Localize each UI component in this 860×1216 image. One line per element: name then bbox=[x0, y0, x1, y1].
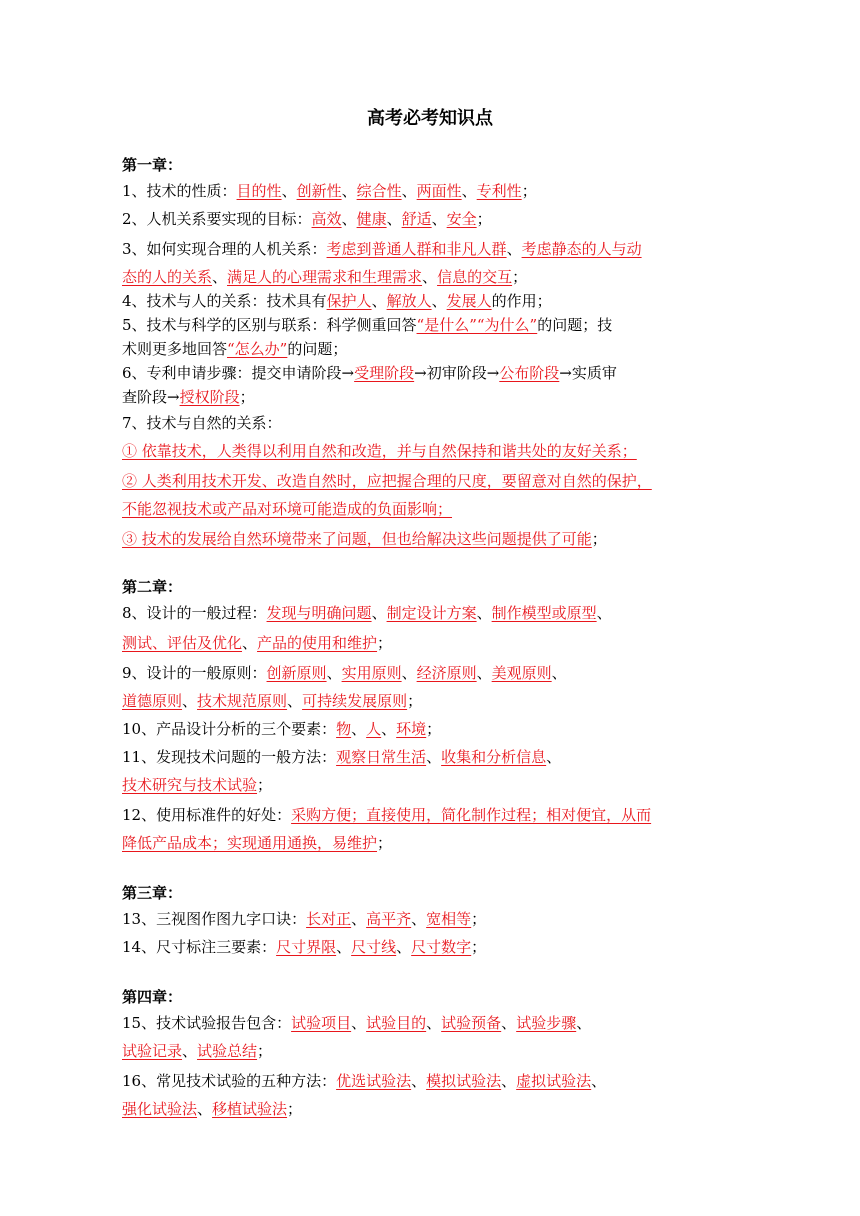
answer: 高效 bbox=[311, 210, 342, 228]
item-13: 13、三视图作图九字口诀：长对正、高平齐、宽相等； bbox=[122, 910, 487, 928]
item-15-cont: 试验记录、试验总结； bbox=[122, 1042, 273, 1060]
item-3: 3、如何实现合理的人机关系：考虑到普通人群和非凡人群、考虑静态的人与动 bbox=[122, 240, 642, 258]
answer: 试验总结 bbox=[197, 1042, 258, 1060]
answer: 试验步骤 bbox=[516, 1014, 577, 1032]
answer: 创新原则 bbox=[266, 664, 327, 682]
answer: 尺寸数字 bbox=[411, 938, 472, 956]
answer: 试验项目 bbox=[291, 1014, 352, 1032]
answer: 公布阶段 bbox=[499, 364, 560, 382]
answer: 尺寸线 bbox=[351, 938, 397, 956]
chapter-heading: 第三章： bbox=[122, 884, 183, 902]
item-9-cont: 道德原则、技术规范原则、可持续发展原则； bbox=[122, 692, 423, 710]
item-2: 2、人机关系要实现的目标：高效、健康、舒适、安全； bbox=[122, 210, 492, 228]
item-4: 4、技术与人的关系：技术具有保护人、解放人、发展人的作用； bbox=[122, 292, 552, 310]
item-3-cont: 态的人的关系、满足人的心理需求和生理需求、信息的交互； bbox=[122, 268, 528, 286]
answer: 长对正 bbox=[306, 910, 352, 928]
answer: 发展人 bbox=[446, 292, 492, 310]
answer: 制定设计方案 bbox=[386, 604, 477, 622]
answer: 测试、评估及优化 bbox=[122, 634, 243, 652]
answer: 信息的交互 bbox=[437, 268, 513, 286]
answer: 实用原则 bbox=[341, 664, 402, 682]
answer: 目的性 bbox=[236, 182, 282, 200]
chapter-heading: 第二章： bbox=[122, 578, 183, 596]
item-12: 12、使用标准件的好处：采购方便；直接使用，简化制作过程；相对便宜，从而 bbox=[122, 806, 652, 824]
answer: 受理阶段 bbox=[354, 364, 415, 382]
answer: 两面性 bbox=[416, 182, 462, 200]
answer: 技术研究与技术试验 bbox=[122, 776, 258, 794]
answer: 态的人的关系 bbox=[122, 268, 213, 286]
answer: 移植试验法 bbox=[212, 1100, 288, 1118]
item-9: 9、设计的一般原则：创新原则、实用原则、经济原则、美观原则、 bbox=[122, 664, 567, 682]
item-7-point-2: ② 人类利用技术开发、改造自然时，应把握合理的尺度，要留意对自然的保护， bbox=[122, 472, 652, 490]
answer: 尺寸界限 bbox=[276, 938, 337, 956]
item-11-cont: 技术研究与技术试验； bbox=[122, 776, 273, 794]
answer: 产品的使用和维护 bbox=[257, 634, 378, 652]
item-5-cont: 术则更多地回答“怎么办”的问题； bbox=[122, 340, 348, 358]
answer: 降低产品成本；实现通用通换，易维护 bbox=[122, 834, 378, 852]
item-15: 15、技术试验报告包含：试验项目、试验目的、试验预备、试验步骤、 bbox=[122, 1014, 592, 1032]
answer: 可持续发展原则 bbox=[302, 692, 408, 710]
answer: “怎么办” bbox=[227, 340, 288, 358]
item-16-cont: 强化试验法、移植试验法； bbox=[122, 1100, 303, 1118]
chapter-heading: 第四章： bbox=[122, 988, 183, 1006]
answer: 试验预备 bbox=[441, 1014, 502, 1032]
answer: 优选试验法 bbox=[336, 1072, 412, 1090]
item-8-cont: 测试、评估及优化、产品的使用和维护； bbox=[122, 634, 393, 652]
answer: 人 bbox=[366, 720, 382, 738]
answer: 高平齐 bbox=[366, 910, 412, 928]
chapter-heading: 第一章： bbox=[122, 156, 183, 174]
item-11: 11、发现技术问题的一般方法：观察日常生活、收集和分析信息、 bbox=[122, 748, 562, 766]
item-10: 10、产品设计分析的三个要素：物、人、环境； bbox=[122, 720, 442, 738]
answer: 发现与明确问题 bbox=[266, 604, 372, 622]
item-1: 1、技术的性质：目的性、创新性、综合性、两面性、专利性； bbox=[122, 182, 537, 200]
answer: 技术规范原则 bbox=[197, 692, 288, 710]
answer: 创新性 bbox=[296, 182, 342, 200]
answer: 授权阶段 bbox=[179, 388, 240, 406]
item-6-cont: 查阶段→授权阶段； bbox=[122, 388, 255, 406]
answer: 虚拟试验法 bbox=[516, 1072, 592, 1090]
answer: 制作模型或原型 bbox=[491, 604, 597, 622]
item-12-cont: 降低产品成本；实现通用通换，易维护； bbox=[122, 834, 393, 852]
answer: 采购方便；直接使用，简化制作过程；相对便宜，从而 bbox=[291, 806, 652, 824]
answer: 考虑静态的人与动 bbox=[521, 240, 642, 258]
answer: 收集和分析信息 bbox=[441, 748, 547, 766]
answer: 试验目的 bbox=[366, 1014, 427, 1032]
answer: 经济原则 bbox=[416, 664, 477, 682]
answer: 保护人 bbox=[326, 292, 372, 310]
item-5: 5、技术与科学的区别与联系：科学侧重回答“是什么”“为什么”的问题；技 bbox=[122, 316, 613, 334]
item-14: 14、尺寸标注三要素：尺寸界限、尺寸线、尺寸数字； bbox=[122, 938, 487, 956]
answer: 宽相等 bbox=[426, 910, 472, 928]
answer: 环境 bbox=[396, 720, 427, 738]
answer: 考虑到普通人群和非凡人群 bbox=[326, 240, 507, 258]
answer: 专利性 bbox=[476, 182, 522, 200]
answer: 健康 bbox=[356, 210, 387, 228]
item-7-point-3: ③ 技术的发展给自然环境带来了问题，但也给解决这些问题提供了可能； bbox=[122, 530, 607, 548]
item-16: 16、常见技术试验的五种方法：优选试验法、模拟试验法、虚拟试验法、 bbox=[122, 1072, 607, 1090]
answer: 试验记录 bbox=[122, 1042, 183, 1060]
item-7: 7、技术与自然的关系： bbox=[122, 414, 282, 432]
answer: 美观原则 bbox=[491, 664, 552, 682]
item-7-point-1: ① 依靠技术，人类得以利用自然和改造，并与自然保持和谐共处的友好关系； bbox=[122, 442, 637, 460]
answer: 满足人的心理需求和生理需求 bbox=[227, 268, 423, 286]
page-title: 高考必考知识点 bbox=[367, 108, 493, 129]
answer: 模拟试验法 bbox=[426, 1072, 502, 1090]
item-6: 6、专利申请步骤：提交申请阶段→受理阶段→初审阶段→公布阶段→实质审 bbox=[122, 364, 617, 382]
answer: 舒适 bbox=[401, 210, 432, 228]
answer: 观察日常生活 bbox=[336, 748, 427, 766]
answer: 强化试验法 bbox=[122, 1100, 198, 1118]
answer: 安全 bbox=[446, 210, 477, 228]
item-8: 8、设计的一般过程：发现与明确问题、制定设计方案、制作模型或原型、 bbox=[122, 604, 612, 622]
answer: 物 bbox=[336, 720, 352, 738]
answer: “是什么”“为什么” bbox=[416, 316, 538, 334]
item-7-point-2-cont: 不能忽视技术或产品对环境可能造成的负面影响； bbox=[122, 500, 453, 518]
answer: 解放人 bbox=[386, 292, 432, 310]
answer: 道德原则 bbox=[122, 692, 183, 710]
answer: 综合性 bbox=[356, 182, 402, 200]
